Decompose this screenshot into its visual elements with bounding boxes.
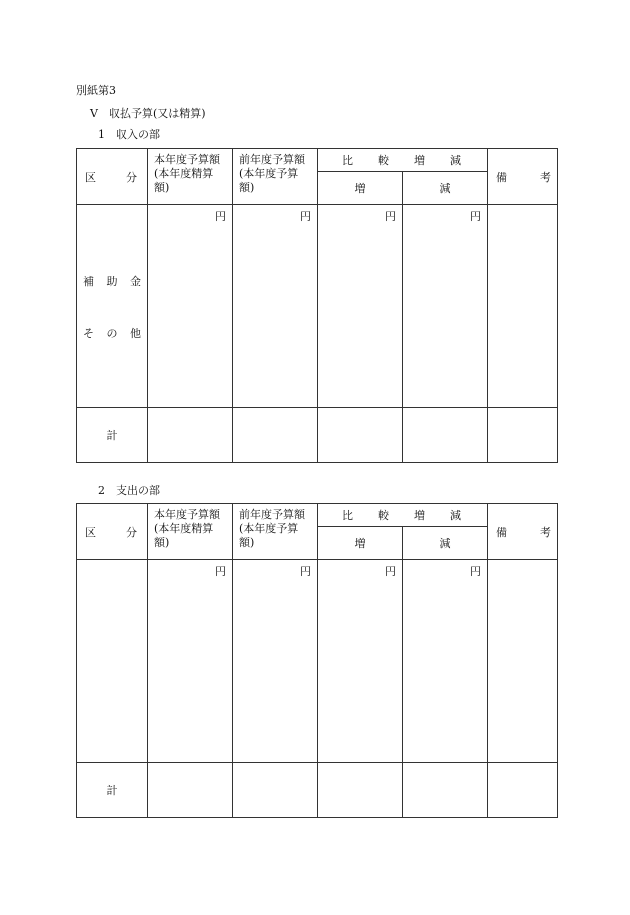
kubun-header: 区 分 (77, 504, 148, 560)
previous-budget-header: 前年度予算額 (本年度予算 額) (233, 149, 318, 205)
current-budget-header: 本年度予算額 (本年度精算 額) (148, 149, 233, 205)
total-cell (403, 763, 488, 818)
unit-label: 円 (148, 560, 233, 763)
document-title: Ⅴ 収払予算(又は精算) (90, 107, 206, 120)
total-cell (488, 763, 558, 818)
category-subsidy: 補 助 金 (83, 275, 141, 288)
total-cell (233, 408, 318, 463)
comparison-header: 比 較 増 減 (318, 504, 488, 527)
total-label: 計 (77, 408, 148, 463)
total-cell (233, 763, 318, 818)
increase-header: 増 (318, 172, 403, 205)
income-category-cell (77, 205, 148, 408)
unit-label: 円 (233, 205, 318, 408)
expense-category-cell (77, 560, 148, 763)
total-cell (488, 408, 558, 463)
current-budget-header: 本年度予算額 (本年度精算 額) (148, 504, 233, 560)
total-cell (318, 763, 403, 818)
unit-label: 円 (233, 560, 318, 763)
expense-section-heading: 2 支出の部 (98, 484, 160, 497)
previous-budget-header: 前年度予算額 (本年度予算 額) (233, 504, 318, 560)
unit-label: 円 (403, 560, 488, 763)
remarks-cell (488, 205, 558, 408)
unit-label: 円 (403, 205, 488, 408)
income-section-heading: 1 収入の部 (98, 128, 160, 141)
remarks-header: 備 考 (488, 504, 558, 560)
decrease-header: 減 (403, 527, 488, 560)
increase-header: 増 (318, 527, 403, 560)
expense-table (76, 503, 558, 818)
category-other: そ の 他 (83, 327, 141, 340)
remarks-header: 備 考 (488, 149, 558, 205)
unit-label: 円 (318, 205, 403, 408)
comparison-header: 比 較 増 減 (318, 149, 488, 172)
unit-label: 円 (318, 560, 403, 763)
total-cell (148, 763, 233, 818)
total-label: 計 (77, 763, 148, 818)
unit-label: 円 (148, 205, 233, 408)
kubun-header: 区 分 (77, 149, 148, 205)
total-cell (148, 408, 233, 463)
attachment-number: 別紙第3 (76, 84, 116, 97)
income-table (76, 148, 558, 463)
decrease-header: 減 (403, 172, 488, 205)
total-cell (318, 408, 403, 463)
remarks-cell (488, 560, 558, 763)
total-cell (403, 408, 488, 463)
